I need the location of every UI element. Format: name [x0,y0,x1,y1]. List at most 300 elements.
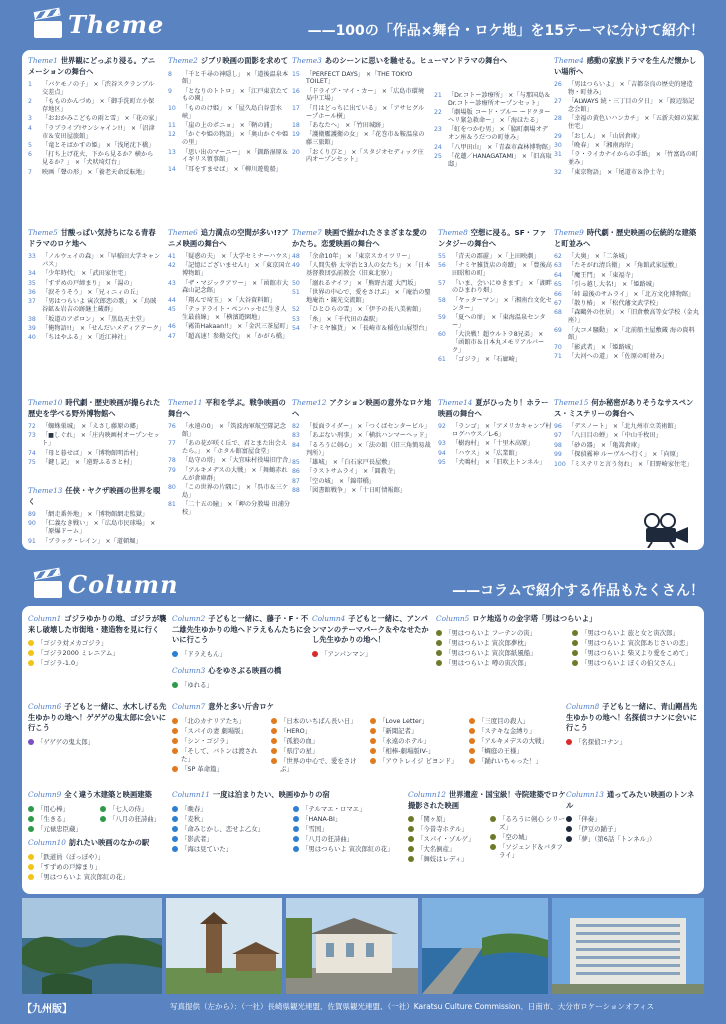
item-number: 72 [28,423,36,430]
clapperboard-icon [34,572,62,598]
bullet-dot-icon [408,816,414,822]
item-text: 「男はつらいよ」 ×「吉都奈良の歴史的建造物・町並み」 [568,81,693,96]
item-number: 14 [168,165,176,173]
item-text: 「大名倒産」 [417,845,456,853]
list-item [172,681,314,689]
list-item [292,325,434,333]
list-item [293,825,408,833]
list-item [554,133,700,141]
item-text: 「ブラック・レイン」 ×「道頓堀」 [42,537,142,545]
list-item [408,855,486,863]
item-number: 16 [292,87,300,95]
item-text: 「空の城」 [499,833,531,842]
bullet-dot-icon [370,758,376,764]
item-number: 76 [168,423,176,430]
item-text: 「北のカナリアたち」 [181,716,245,725]
item-text: 「探偵霧神 ルーヴルへ行く」 ×「向原」 [568,451,683,459]
item-text: 「ラ・ライカナイからの手紙」 ×「竹富島の町並み」 [568,151,699,167]
item-text: 「記憶にございません!」 ×「東京国立博物館」 [182,262,291,278]
bullet-dot-icon [469,758,475,764]
theme-2-list [168,71,290,174]
column-10: Column10 訪れたい映画のなかの駅 「鉄道員（ぽっぽや）」 「すずめの戸締まり」 「男はつらいよ 寅次郎紅の花」 [28,838,168,883]
item-number: 13 [168,148,176,156]
item-number: 19 [292,131,300,139]
item-number: 67 [554,299,562,307]
item-text: 「二十五の瞳」 ×「岬の分教場 田浦分校」 [182,501,291,516]
bullet-dot-icon [370,718,376,724]
item-text: 「俺物語!!」 ×「せんだいメディアテーク」 [42,324,165,332]
list-item [28,815,96,823]
item-text: 「孤狼の血」 [280,736,319,745]
item-text: 「ゲゲゲの鬼太郎」 [37,737,95,746]
item-text: 「ソジェンド＆バタフライ」 [499,843,563,860]
list-item [28,334,162,342]
item-text: 「峠 最後のサムライ」 ×「北方文化博物館」 [568,290,695,298]
theme-8-list [438,253,552,364]
list-item [28,459,162,467]
list-item [370,757,463,765]
item-number: 23 [434,126,442,134]
list-item [572,659,700,667]
list-item [168,467,292,483]
column-2-list [172,650,314,658]
list-item [271,727,364,735]
item-number: 68 [554,309,562,317]
item-text: 「劇場版 コード・ブルー ードクターヘリ緊急救命ー」 ×「海ほたる」 [448,109,551,124]
bullet-dot-icon [293,826,299,832]
theme-4: Theme4 感動の家族ドラマを生んだ懐かしい場所へ 26 「男はつらいよ」 ×「吉都奈良の歴史的建造物・町並み」 27 「ALWAYS 続・三丁目の夕日」 ×「渡辺翁記念会館」 28 「幸福の黄色いハンカチ」 ×「五新夫婦の炭鉱住宅」 29 「おしん」 ×「山居倉庫」 30 「晩春」 ×「湘南海岸」 31 「ラ・ライカナイからの手紙」 ×「竹富島の町並み」 32 「東京物語」 ×「尾道市＆浄土寺」 [554,56,699,176]
photo-tower [166,898,282,994]
list-item [408,835,486,843]
item-text: 「テルマエ・ロマエ」 [302,804,366,813]
bullet-dot-icon [28,854,34,860]
item-text: 「ゴジラ-1.0」 [37,659,82,667]
list-item [271,757,364,773]
item-text: 「少年時代」 ×「武田家住宅」 [42,270,130,278]
film-camera-icon [638,512,694,548]
bullet-dot-icon [28,739,34,745]
theme-10-list [28,423,162,467]
item-text: 「ナミヤ雑貨店の奇蹟」 ×「豊後高田昭和の町」 [452,262,552,278]
item-number: 75 [28,458,36,466]
item-text: 「魔王門」 ×「東福寺」 [568,271,638,279]
item-text: 「関ヶ原」 [417,815,449,823]
list-item [438,297,552,313]
item-text: 「崖の上のポニョ」 ×「鞆の浦」 [182,122,276,130]
item-number: 99 [554,451,562,459]
item-text: 「元禄忠臣蔵」 [37,824,82,833]
column-6-list [28,738,168,746]
item-text: 「踊れいちゃった！」 [478,756,542,765]
column-6: Column6 子どもと一緒に、水木しげる先生ゆかりの地へ！ゲゲゲの鬼太郎に会いに行こう 「ゲゲゲの鬼太郎」 [28,702,167,746]
theme-5-list [28,253,165,342]
list-item [572,649,700,657]
item-number: 73 [28,432,36,440]
bullet-dot-icon [172,728,178,734]
item-number: 32 [554,168,562,176]
list-item [292,131,430,147]
item-text: 「護衛艦護衛の女」 ×「花巻市＆鞍温泉の藤三旅館」 [306,131,425,147]
theme-8: Theme8 空想に浸る。SF・ファンタジーの舞台へ 55 「青天の霹靂」 ×「上田映劇」 56 「ナミヤ雑貨店の奇蹟」 ×「豊後高田昭和の町」 57 「いま、会いにゆきます」 ×「湖畔のひまわり畑」 58 「ヤッターマン」 ×「湘南台文化センター」 59 「夏への扉」 ×「東海温泉センター」 60 「大決戦！超ウルトラ8兄弟」 ×「函館市＆日本丸メモリアルパーク」 61 「ゴジラ」 ×「石廊崎」 [438,228,552,364]
item-number: 40 [28,334,36,342]
item-number: 86 [292,468,300,476]
column-10-list [28,853,168,881]
list-item [292,88,430,104]
item-text: 「用心棒」 [37,804,69,813]
list-item [436,649,564,657]
item-text: 「霧笛Hakaan!!」 ×「金沢三茶屋町」 [182,323,292,331]
list-item [168,501,292,517]
item-text: 「男はつらいよ ぼくの伯父さん」 [581,658,679,667]
item-text: 「大コメ騒動」 ×「北前船主屋敷蔵 海の資料館」 [568,326,695,342]
item-number: 4 [28,124,32,132]
item-number: 36 [28,288,36,296]
bullet-dot-icon [408,836,414,842]
item-number: 6 [28,151,32,159]
item-text: 「雪国」 [302,824,328,833]
column-9: Column9 全く違う木建築と映画建築 「用心棒」 「生きる」 「元禄忠臣蔵」 「七人の侍」 「八月の狂詩曲」 [28,790,168,833]
list-item [408,815,486,823]
column-13: Column13 通ってみたい映画のトンネル 「伴奏」 「伊豆の踊子」 「夢」（第6話「トンネル」） [566,790,700,845]
column-12-list [408,815,568,863]
item-text: 「晩春」 ×「湘南海岸」 [568,141,638,149]
item-text: 「ひとひらの雪」 ×「伊予の長八美術館」 [306,306,425,314]
item-text: 「糸」 ×「千代田の森駅」 [306,315,382,323]
list-item [554,272,700,280]
item-number: 20 [292,148,300,156]
item-number: 56 [438,262,446,270]
column-panel [22,606,704,894]
item-text: 「男はつらいよ フーテンの寅」 [445,628,536,637]
item-text: 「Dr.コトー診療所」 ×「与那国島＆Dr.コトー診療所オープンセット」 [448,92,551,107]
theme-14: Theme14 夏がひったり！ホラー映画の舞台へ 92 「ランゴ」 ×「アメリカキャンプ村 ログハウス／L-6」 93 「樹海村」 ×「十里木高原」 94 「ハウス」 ×「広業館」 95 「犬鳴村」 ×「旧吹上トンネル」 [438,398,552,466]
theme-15-list [554,423,700,468]
item-text: 「いま、会いにゆきます」 ×「湖畔のひまわり畑」 [452,279,552,295]
item-text: 「大奥」 ×「二条城」 [568,253,631,260]
column-2: Column2 子どもと一緒に、藤子・F・不二雄先生ゆかりの地へドラえもんたちに会いに行こう 「ドラえもん」 [172,614,314,660]
list-item [292,459,434,467]
item-number: 81 [168,501,176,509]
item-number: 39 [28,324,36,332]
column-7-list [172,717,562,773]
list-item [28,324,165,333]
item-number: 29 [554,132,562,140]
list-item [28,81,158,97]
item-text: 「男はつらいよ 噂の寅次郎」 [445,658,531,667]
item-number: 50 [292,279,300,287]
item-text: 「砂の器」 ×「亀嵩倉庫」 [568,441,644,449]
item-number: 12 [168,131,176,139]
item-number: 71 [554,353,562,361]
list-item [28,538,162,546]
item-text: 「アルキメデスの大戦」 [478,736,548,745]
item-text: 「東京物語」 ×「尾道市＆浄土寺」 [568,168,668,176]
item-text: 「ドライブ・マイ・カー」 ×「広島市環境局中工場」 [306,87,425,103]
list-item [566,825,700,833]
item-text: 「網走番外地」 ×「博物館網走監獄」 [42,511,149,518]
photo-credit: 写真提供（左から）：（一社）長崎県観光連盟、佐賀県観光連盟、（一社）Karatsu Culture Commission、日南市、大分市ロケーションオフィス [170,1002,655,1011]
item-text: 「ドラえもん」 [181,649,226,658]
bullet-dot-icon [293,816,299,822]
list-item [438,280,552,296]
clapperboard-icon [34,12,62,38]
list-item [168,166,290,174]
bullet-dot-icon [172,718,178,724]
bullet-dot-icon [28,660,34,666]
list-item [271,717,364,725]
theme-panel [22,50,704,550]
list-item [28,863,168,871]
item-number: 25 [434,152,442,160]
list-item [490,815,568,831]
list-item [168,297,292,305]
list-item [28,169,158,177]
list-item [434,92,552,108]
item-number: 54 [292,324,300,332]
bullet-dot-icon [172,682,178,688]
item-text: 「すずめの戸締まり」 ×「湯の」 [42,279,136,287]
theme-subheading: ——100の「作品×舞台・ロケ地」を15テーマに分けて紹介！ [307,23,704,39]
list-item [434,109,552,125]
item-text: 「■しぐれ」 ×「庄内映画村オープンセット」 [42,432,160,448]
item-number: 80 [168,483,176,491]
list-item [554,353,700,361]
item-text: 「ALWAYS 続・三丁目の夕日」 ×「渡辺翁記念会館」 [568,98,695,113]
list-item [370,717,463,725]
list-item [554,142,700,150]
list-item [168,105,290,121]
bullet-dot-icon [490,816,496,822]
item-text: 「麦秋」 [181,814,207,823]
item-number: 69 [554,326,562,334]
list-item [28,825,96,833]
list-item [28,298,162,314]
list-item [28,649,168,657]
bullet-dot-icon [271,728,277,734]
list-item [172,737,265,745]
item-text: 「雄城」 ×「白石家戸長屋敷」 [306,458,394,466]
list-item [554,151,700,167]
item-text: 「スパイの妻 劇場版」 [181,726,247,735]
bullet-dot-icon [566,816,572,822]
theme-5: Theme5 甘酸っぱい気持ちになる青春ドラマのロケ地へ 33 「ノルウェイの森」 ×「早稲田大学キャンパス」 34 「少年時代」 ×「武田家住宅」 35 「すずめの戸締まり」 ×「湯の」 36 「涙そうそう」 ×「兄ィニィの丘」 37 「男はつらいよ 寅次郎恋の歌」 ×「烏賊谷鉱＆岩吉の跡継土蔵群」 38 「坂道のアポロン」 ×「黒島天主堂」 39 「俺物語!!」 ×「せんだいメディアテーク」 40 「ちはやふる」 ×「近江神社」 [28,228,165,342]
list-item [554,442,700,450]
item-text: 「おくりびと」 ×「スタジオセディック庄内オープンセット」 [306,148,424,164]
list-item [438,331,552,354]
list-item [292,432,434,440]
bullet-dot-icon [172,836,178,842]
list-item [168,262,292,278]
bullet-dot-icon [566,739,572,745]
item-text: 「坂道のアポロン」 ×「黒島天主堂」 [42,315,149,323]
column-7: Column7 意外と多い斤舎ロケ 「北のカナリアたち」 「スパイの妻 劇場版」 「シン・ゴジラ」 「そして、バトンは渡された」 「SP 革命篇」 「日本のいちばん長い日」 「HERO」 「孤狼の血」 「県庁の星」 「世界の中心で、愛をさけぶ」 「Love Letter」 「新聞記者」 「永遠のホテル」 「相棒-劇場版IV-」 「アウトレイジ ビヨンド」 「三度目の殺人」 「ステキな金縛り」 「アルキメデスの大戦」 「蜩庭の王様」 「踊れいちゃった！」 [172,702,562,773]
item-text: 「樹海村」 ×「十里木高原」 [452,440,534,448]
item-number: 96 [554,423,562,430]
item-number: 88 [292,487,300,495]
list-item [434,126,552,142]
list-item [408,825,486,833]
item-text: 「八月の狂詩曲」 [302,834,354,843]
item-text: 「るろうに剣心」 ×「法の館（旧三角簡易裁判所）」 [306,441,431,457]
list-item [566,835,700,843]
item-text: 「図書館戦争」 ×「十日町情報館」 [306,487,406,495]
list-item [28,873,168,881]
list-item [554,291,700,299]
bullet-dot-icon [172,826,178,832]
list-item [408,845,486,853]
item-text: 「ラブライブ!サンシャイン!!」 ×「沼津市＆安田屋旅館」 [42,124,155,140]
item-text: 「男はつらいよ 寅次郎夢枕」 [445,638,531,647]
item-text: 「名探偵コナン」 [575,737,626,746]
list-item [370,727,463,735]
list-item [438,356,552,364]
list-item [28,253,162,269]
list-item [28,511,162,519]
list-item [168,149,290,165]
column-13-list [566,815,700,843]
item-number: 27 [554,98,562,106]
bullet-dot-icon [271,758,277,764]
list-item [554,451,700,459]
list-item [292,149,430,165]
column-8-list [566,738,700,746]
item-number: 59 [438,313,446,321]
list-item [554,344,700,352]
bullet-dot-icon [490,834,496,840]
item-text: 「月はどっちに出ている」 ×「アサヒグループホール横」 [306,104,425,120]
item-text: 「新聞記者」 [379,726,418,735]
bullet-dot-icon [408,846,414,852]
item-text: 「ゴジラ2000 ミレニアム」 [37,649,119,657]
item-text: 「そして、バトンは渡された」 [181,746,258,763]
list-item [172,805,287,813]
list-item [436,659,564,667]
item-text: 「男はつらいよ 柴又より愛をこめて」 [581,648,692,657]
bullet-dot-icon [271,748,277,754]
item-text: 「Love Letter」 [379,716,428,725]
item-number: 62 [554,253,562,260]
bullet-dot-icon [490,844,496,850]
column-heading: Column [68,570,179,599]
item-number: 45 [168,306,176,314]
item-text: 「ランゴ」 ×「アメリカキャンプ村 ログハウス／L-6」 [452,423,552,438]
item-text: 「男はつらいよ 寅次郎紅の花」 [37,872,129,881]
list-item [490,833,568,841]
list-item [100,815,168,823]
item-number: 1 [28,81,32,88]
item-number: 28 [554,115,562,123]
theme-4-list [554,81,700,176]
item-number: 70 [554,343,562,351]
item-text: 「世界の中心で、愛をさけぶ」 [280,756,357,773]
item-number: 63 [554,262,562,270]
column-5-list [436,629,700,669]
item-text: 「思い出のマーニー」 ×「釧路湿原＆イギリス領事館」 [182,148,289,164]
theme-6-list [168,253,292,341]
column-12: Column12 世界遺産・国宝級！寺院建築でロケ撮影された映画 「関ヶ原」 「今昔寺ホテル」 「スパイ・ゾルゲ」 「大名倒産」 「舞妓はレディ」 「るろうに剣心 シリーズ」 「空の城」 「ソジェンド＆バタフライ」 [408,790,568,863]
list-item [438,459,552,467]
item-text: 「ナミヤ雑貨」 ×「長崎市＆稲佐山展望台」 [306,324,431,332]
bullet-dot-icon [100,806,106,812]
item-text: 「ゴジラ対メカゴジラ」 [37,639,108,647]
column-4: Column4 子どもと一緒に、アンパンマンのテーマパーク＆やなせたかし先生ゆかりの地へ！ 「アンパンマン」 [312,614,434,660]
item-number: 3 [28,115,32,123]
list-item [554,281,700,289]
list-item [469,757,562,765]
item-text: 「日本のいちばん長い日」 [280,716,357,725]
bullet-dot-icon [408,826,414,832]
photo-strip [22,898,704,994]
item-number: 5 [28,141,32,149]
list-item [312,650,434,658]
item-text: 「おしん」 ×「山居倉庫」 [568,132,644,140]
column-11-list [172,805,408,855]
item-text: 「空の城」 ×「錦帯橋」 [306,477,376,485]
list-item [28,151,158,167]
item-number: 57 [438,279,446,287]
theme-9-list [554,253,700,361]
bullet-dot-icon [566,826,572,832]
item-number: 21 [434,92,442,99]
item-number: 84 [292,441,300,449]
list-item [28,450,162,458]
item-text: 「男はつらいよ 寅次郎恋の歌」 ×「烏賊谷鉱＆岩吉の跡継土蔵群」 [42,298,157,314]
item-number: 60 [438,331,446,339]
bullet-dot-icon [469,728,475,734]
list-item [168,122,290,130]
item-number: 87 [292,477,300,485]
item-text: 「青天の霹靂」 ×「上田映劇」 [452,253,540,260]
bullet-dot-icon [28,806,34,812]
item-text: 「虹をつかむ男」 ×「脇町劇場オデオン座＆うだつの町並み」 [448,126,548,142]
item-text: 「もののけ姫」 ×「屋久島白谷雲水峡」 [182,104,282,120]
item-text: 「大決戦！超ウルトラ8兄弟」 ×「函館市＆日本丸メモリアルパーク」 [452,331,545,354]
bullet-dot-icon [566,836,572,842]
item-text: 「PERFECT DAYS」 ×「THE TOKYO TOILET」 [306,70,413,86]
list-item [434,153,552,169]
item-number: 46 [168,323,176,331]
item-number: 18 [292,122,300,130]
list-item [293,815,408,823]
item-text: 「HERO」 [280,726,312,735]
list-item [292,316,434,324]
list-item [28,659,168,667]
bullet-dot-icon [370,738,376,744]
item-number: 64 [554,271,562,279]
bullet-dot-icon [172,748,178,754]
bullet-dot-icon [572,660,578,666]
item-text: 「夢」（第6話「トンネル」） [575,835,656,843]
theme-13: Theme13 任侠・ヤクザ映画の世界を覗く 89 「網走番外地」 ×「博物館網走監獄」 90 「仁義なき戦い」 ×「広島市民球場」 ×「原爆ドーム」 91 「ブラック・レイン」 ×「道頓堀」 [28,486,161,545]
item-text: 「命みじかし、恋せよ乙女」 [181,824,265,833]
item-text: 「この世界の片隅に」 ×「呉市＆三ケ島」 [182,483,289,499]
item-text: 「世界の中心で、愛をさけぶ」 ×「庵治の聖地庵治・観光交流館」 [306,288,431,304]
item-number: 30 [554,141,562,149]
column-11: Column11 一度は泊まりたい、映画ゆかりの宿 「晩春」 「麦秋」 「命みじかし、恋せよ乙女」 「影武者」 「海は見ていた」 「テルマエ・ロマエ」 「HANA-BI」 「雪国」 「八月の狂詩曲」 「男はつらいよ 寅次郎紅の花」 [172,790,408,855]
list-item [554,300,700,308]
item-text: 「すずめの戸締まり」 [37,862,101,871]
item-text: 「生きる」 [37,814,69,823]
bullet-dot-icon [172,846,178,852]
theme-6: Theme6 追力満点の空間が多い!?アニメ映画の舞台へ 41 「疑惑の夫」 ×「大学セミナーハウス」 42 「記憶にございません!」 ×「東京国立博物館」 43 「ザ・マジックアワー」 ×「函館市大森山記念館」 44 「翔んで埼玉」 ×「大谷資料館」 45 「テッドライト・ペンハッセに生き人生最前線」 ×「横濱遊園地」 46 「霧笛Hakaan!!」 ×「金沢三茶屋町」 47 「超高速！参勤交代」 ×「かがら橋」 [168,228,294,340]
list-item [28,115,161,123]
list-item [370,737,463,745]
list-item [572,639,700,647]
item-text: 「今昔寺ホテル」 [417,825,468,833]
bullet-dot-icon [28,874,34,880]
item-number: 11 [168,122,176,130]
photo-coast-road [422,898,548,994]
